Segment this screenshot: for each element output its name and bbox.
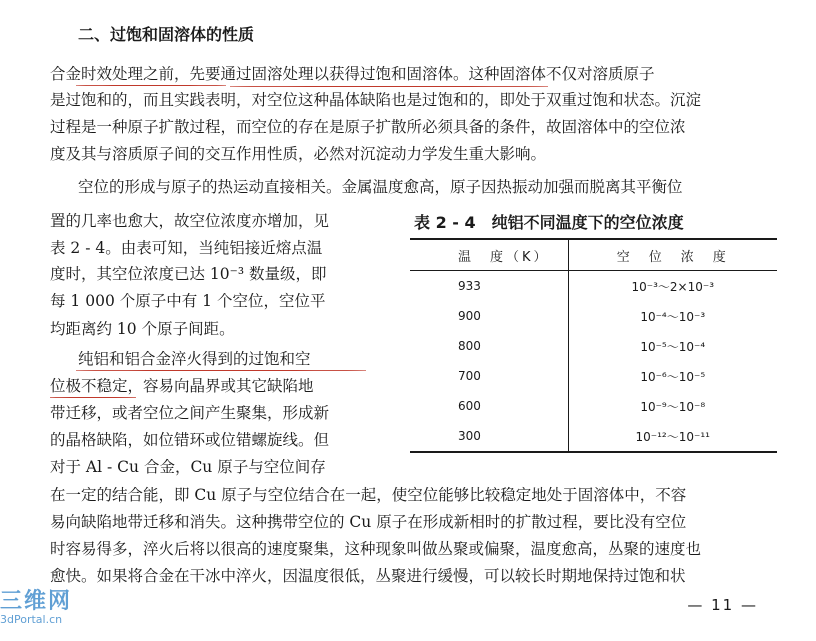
temperature-cell: 800 xyxy=(458,339,481,353)
pen-underline-mark xyxy=(76,370,366,371)
paragraph-line: 带迁移，或者空位之间产生聚集，形成新 xyxy=(50,404,330,422)
table-row xyxy=(410,271,777,302)
paragraph-line: 的晶格缺陷，如位错环或位错螺旋线。但 xyxy=(50,431,330,449)
temperature-cell: 300 xyxy=(458,429,481,443)
concentration-cell: 10⁻¹²～10⁻¹¹ xyxy=(568,421,777,452)
pen-underline-mark xyxy=(76,85,226,86)
watermark-logo xyxy=(0,590,120,626)
concentration-cell: 10⁻⁹～10⁻⁸ xyxy=(568,391,777,421)
table-caption: 表 2 - 4 纯铝不同温度下的空位浓度 xyxy=(414,213,684,232)
paragraph-line: 纯铝和铝合金淬火得到的过饱和空 xyxy=(78,350,311,368)
concentration-cell: 10⁻³～2×10⁻³ xyxy=(568,271,777,302)
paragraph-line: 度时，其空位浓度已达 10⁻³ 数量级，即 xyxy=(50,265,327,283)
paragraph-line: 对于 Al - Cu 合金，Cu 原子与空位间存 xyxy=(50,458,326,476)
paragraph-line: 均距离约 10 个原子间距。 xyxy=(50,320,235,338)
paragraph-line: 合金时效处理之前，先要通过固溶处理以获得过饱和固溶体。这种固溶体不仅对溶质原子 xyxy=(50,65,655,83)
paragraph-line: 愈快。如果将合金在干冰中淬火，因温度很低，丛聚进行缓慢，可以较长时期地保持过饱和状 xyxy=(50,567,686,585)
temperature-cell: 700 xyxy=(458,369,481,383)
paragraph-line: 过程是一种原子扩散过程，而空位的存在是原子扩散所必须具备的条件，故固溶体中的空位浓 xyxy=(50,118,686,136)
vacancy-table xyxy=(410,212,777,453)
table-row xyxy=(410,391,777,421)
paragraph-line: 度及其与溶质原子间的交互作用性质，必然对沉淀动力学发生重大影响。 xyxy=(50,145,547,163)
temperature-cell: 900 xyxy=(458,309,481,323)
table-row xyxy=(410,331,777,361)
paragraph-line: 每 1 000 个原子中有 1 个空位，空位平 xyxy=(50,292,326,310)
paragraph-line: 易向缺陷地带迁移和消失。这种携带空位的 Cu 原子在形成新相时的扩散过程，要比没有空位 xyxy=(50,513,687,531)
paragraph-line: 在一定的结合能，即 Cu 原子与空位结合在一起，使空位能够比较稳定地处于固溶体中，不容 xyxy=(50,486,687,504)
page-number: — 11 — xyxy=(687,596,758,614)
column-header-concentration: 空 位 浓 度 xyxy=(568,239,777,271)
concentration-cell: 10⁻⁵～10⁻⁴ xyxy=(568,331,777,361)
pen-underline-mark xyxy=(50,397,136,398)
concentration-cell: 10⁻⁴～10⁻³ xyxy=(568,301,777,331)
paragraph-line: 位极不稳定，容易向晶界或其它缺陷地 xyxy=(50,377,314,395)
table-header-row xyxy=(410,239,777,271)
concentration-cell: 10⁻⁶～10⁻⁵ xyxy=(568,361,777,391)
data-table xyxy=(410,238,777,453)
watermark-url: 3dPortal.cn xyxy=(0,613,63,626)
paragraph-line: 置的几率也愈大，故空位浓度亦增加，见 xyxy=(50,212,330,230)
watermark-text: 三维网 xyxy=(0,589,73,614)
paragraph-line: 空位的形成与原子的热运动直接相关。金属温度愈高，原子因热振动加强而脱离其平衡位 xyxy=(78,178,683,196)
table-row xyxy=(410,301,777,331)
section-heading: 二、过饱和固溶体的性质 xyxy=(78,25,255,44)
column-header-temperature: 温 度（K） xyxy=(410,239,568,271)
temperature-cell: 600 xyxy=(458,399,481,413)
temperature-cell: 933 xyxy=(458,279,481,293)
pen-underline-mark xyxy=(230,86,548,87)
table-row xyxy=(410,421,777,452)
paragraph-line: 是过饱和的，而且实践表明，对空位这种晶体缺陷也是过饱和的，即处于双重过饱和状态。沉淀 xyxy=(50,91,702,109)
paragraph-line: 表 2 - 4。由表可知，当纯铝接近熔点温 xyxy=(50,239,323,257)
table-row xyxy=(410,361,777,391)
paragraph-line: 时容易得多，淬火后将以很高的速度聚集，这种现象叫做丛聚或偏聚，温度愈高，丛聚的速度也 xyxy=(50,540,702,558)
